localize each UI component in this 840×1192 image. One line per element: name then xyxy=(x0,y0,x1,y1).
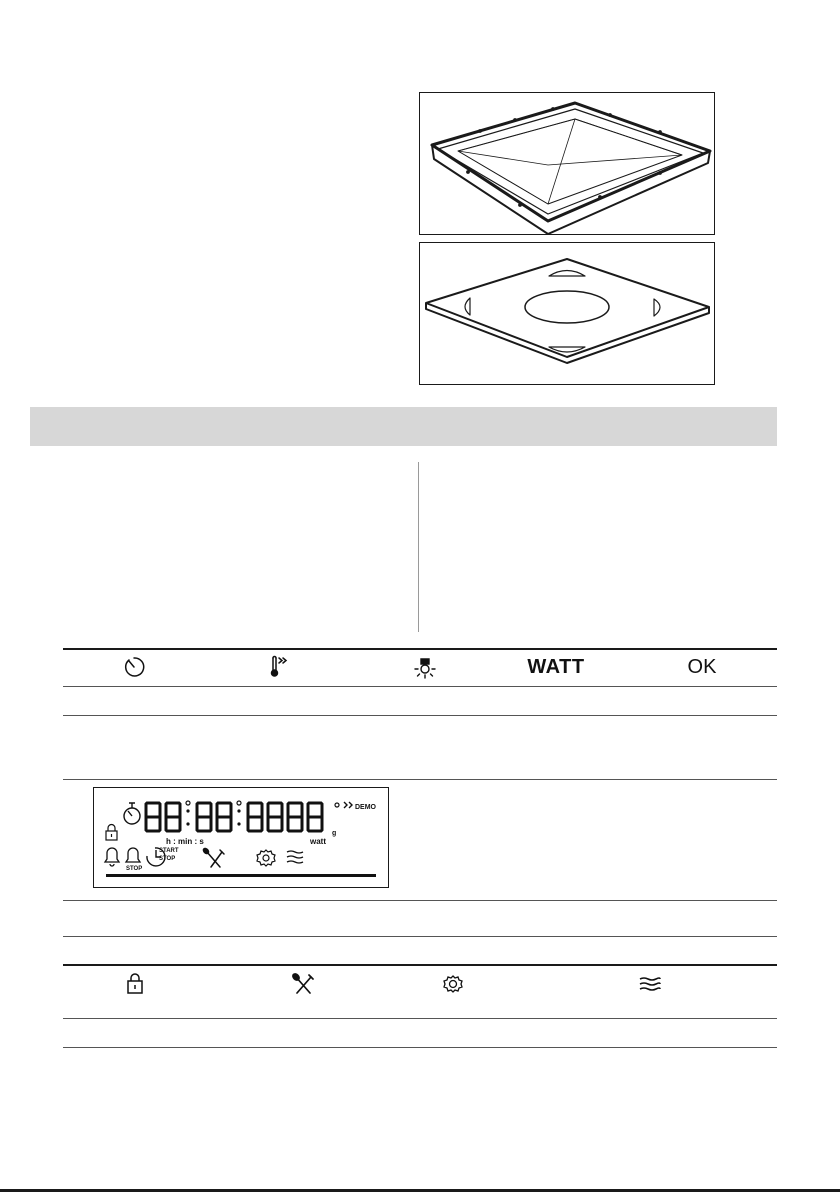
lamp-icon xyxy=(411,654,439,680)
display-digits xyxy=(146,803,322,831)
ok-label: OK xyxy=(687,655,717,678)
gear-icon xyxy=(440,972,466,996)
thermometer-fast-icon xyxy=(266,654,294,680)
steam-icon xyxy=(287,851,303,863)
lock-icon xyxy=(123,972,147,996)
cutlery-icon xyxy=(290,972,316,996)
section-heading-bar xyxy=(30,407,777,446)
table-rule-3 xyxy=(63,779,777,780)
bell-stop-label: STOP xyxy=(126,866,143,872)
timer-icon xyxy=(120,654,148,680)
time-units-label: h : min : s xyxy=(166,837,204,846)
deep-pan-image-frame xyxy=(419,92,715,235)
table-rule-4 xyxy=(63,900,777,901)
steam-icon xyxy=(635,972,663,996)
table-rule-1 xyxy=(63,686,777,687)
demo-label: DEMO xyxy=(355,804,376,811)
gear-icon xyxy=(257,850,275,866)
flat-tray-image-frame xyxy=(419,242,715,385)
cutlery-icon xyxy=(202,847,224,867)
watt-label: WATT xyxy=(527,655,585,678)
weight-unit-label: g xyxy=(332,830,337,837)
power-unit-label: watt xyxy=(310,837,326,846)
bell-icon xyxy=(105,848,119,866)
lock-icon xyxy=(106,825,117,841)
flat-tray-image xyxy=(420,243,714,384)
table-rule-2 xyxy=(63,715,777,716)
table-rule-8 xyxy=(63,1047,777,1048)
column-divider xyxy=(418,462,419,632)
table-rule-5 xyxy=(63,936,777,937)
stop-label: STOP xyxy=(159,856,176,862)
deep-pan-image xyxy=(420,93,714,234)
start-label: START xyxy=(159,848,179,854)
table-rule-6 xyxy=(63,964,777,966)
bell-stop-icon xyxy=(126,848,140,862)
table-top-rule xyxy=(63,648,777,650)
table-rule-7 xyxy=(63,1018,777,1019)
stopwatch-icon xyxy=(124,803,140,824)
display-panel xyxy=(93,787,389,888)
